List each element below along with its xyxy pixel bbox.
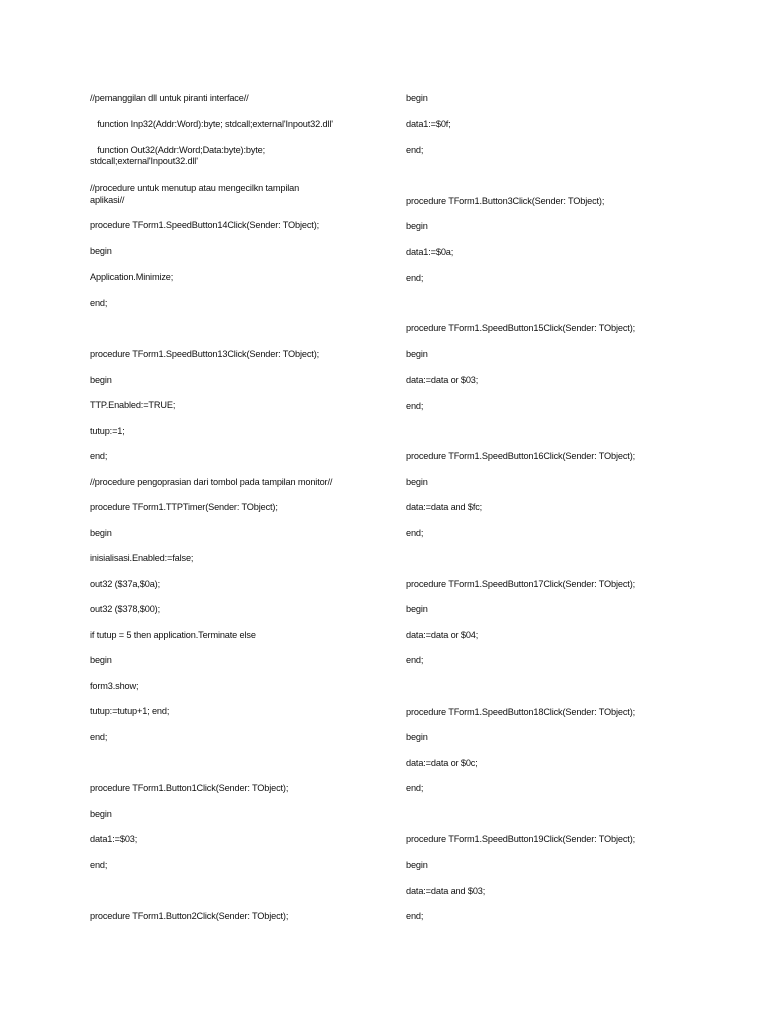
code-line: begin — [90, 809, 112, 819]
code-line: end; — [90, 860, 108, 870]
code-line: end; — [406, 273, 424, 283]
code-line: begin — [90, 655, 112, 665]
code-line: data:=data and $03; — [406, 886, 486, 896]
code-line: procedure TForm1.SpeedButton15Click(Sender: TObject); — [406, 323, 636, 333]
code-line: begin — [406, 221, 428, 231]
code-line: begin — [406, 93, 428, 103]
code-line: procedure TForm1.SpeedButton17Click(Sender: TObject); — [406, 579, 636, 589]
code-line: begin — [90, 375, 112, 385]
code-line: aplikasi// — [90, 195, 125, 205]
code-line: end; — [406, 145, 424, 155]
code-line: if tutup = 5 then application.Terminate else — [90, 630, 256, 640]
code-line: data1:=$03; — [90, 834, 138, 844]
code-line: procedure TForm1.SpeedButton18Click(Sender: TObject); — [406, 707, 636, 717]
code-line: stdcall;external'Inpout32.dll' — [90, 156, 198, 166]
code-line: end; — [90, 732, 108, 742]
code-line: begin — [90, 246, 112, 256]
code-line: function Out32(Addr:Word;Data:byte):byte; — [90, 145, 266, 155]
code-line: Application.Minimize; — [90, 272, 174, 282]
code-line: data:=data or $0c; — [406, 758, 478, 768]
code-line: begin — [90, 528, 112, 538]
code-line: out32 ($378,$00); — [90, 604, 160, 614]
code-line: form3.show; — [90, 681, 139, 691]
code-line: end; — [90, 298, 108, 308]
code-line: end; — [406, 401, 424, 411]
code-line: procedure TForm1.Button1Click(Sender: TObject); — [90, 783, 289, 793]
code-line: //procedure untuk menutup atau mengecilkn tampilan — [90, 183, 300, 193]
code-line: data1:=$0a; — [406, 247, 454, 257]
code-line: tutup:=tutup+1; end; — [90, 706, 170, 716]
code-line: begin — [406, 604, 428, 614]
code-line: function Inp32(Addr:Word):byte; stdcall;external'Inpout32.dll' — [90, 119, 333, 129]
code-line: out32 ($37a,$0a); — [90, 579, 160, 589]
code-line: data1:=$0f; — [406, 119, 451, 129]
code-line: data:=data or $04; — [406, 630, 479, 640]
code-line: begin — [406, 732, 428, 742]
code-line: procedure TForm1.Button3Click(Sender: TObject); — [406, 196, 605, 206]
code-line: procedure TForm1.SpeedButton13Click(Sender: TObject); — [90, 349, 320, 359]
code-line: inisialisasi.Enabled:=false; — [90, 553, 194, 563]
code-line: TTP.Enabled:=TRUE; — [90, 400, 176, 410]
code-line: begin — [406, 477, 428, 487]
code-line: data:=data or $03; — [406, 375, 479, 385]
code-line: end; — [406, 528, 424, 538]
code-line: procedure TForm1.SpeedButton16Click(Sender: TObject); — [406, 451, 636, 461]
code-line: tutup:=1; — [90, 426, 125, 436]
code-line: end; — [406, 655, 424, 665]
code-line: procedure TForm1.TTPTimer(Sender: TObject); — [90, 502, 278, 512]
code-line: begin — [406, 349, 428, 359]
code-line: end; — [406, 783, 424, 793]
code-line: end; — [90, 451, 108, 461]
code-line: procedure TForm1.Button2Click(Sender: TObject); — [90, 911, 289, 921]
code-line: data:=data and $fc; — [406, 502, 483, 512]
code-line: //pemanggilan dll untuk piranti interface// — [90, 93, 249, 103]
code-line: begin — [406, 860, 428, 870]
code-line: //procedure pengoprasian dari tombol pada tampilan monitor// — [90, 477, 333, 487]
code-line: procedure TForm1.SpeedButton14Click(Sender: TObject); — [90, 220, 320, 230]
code-line: end; — [406, 911, 424, 921]
code-line: procedure TForm1.SpeedButton19Click(Sender: TObject); — [406, 834, 636, 844]
